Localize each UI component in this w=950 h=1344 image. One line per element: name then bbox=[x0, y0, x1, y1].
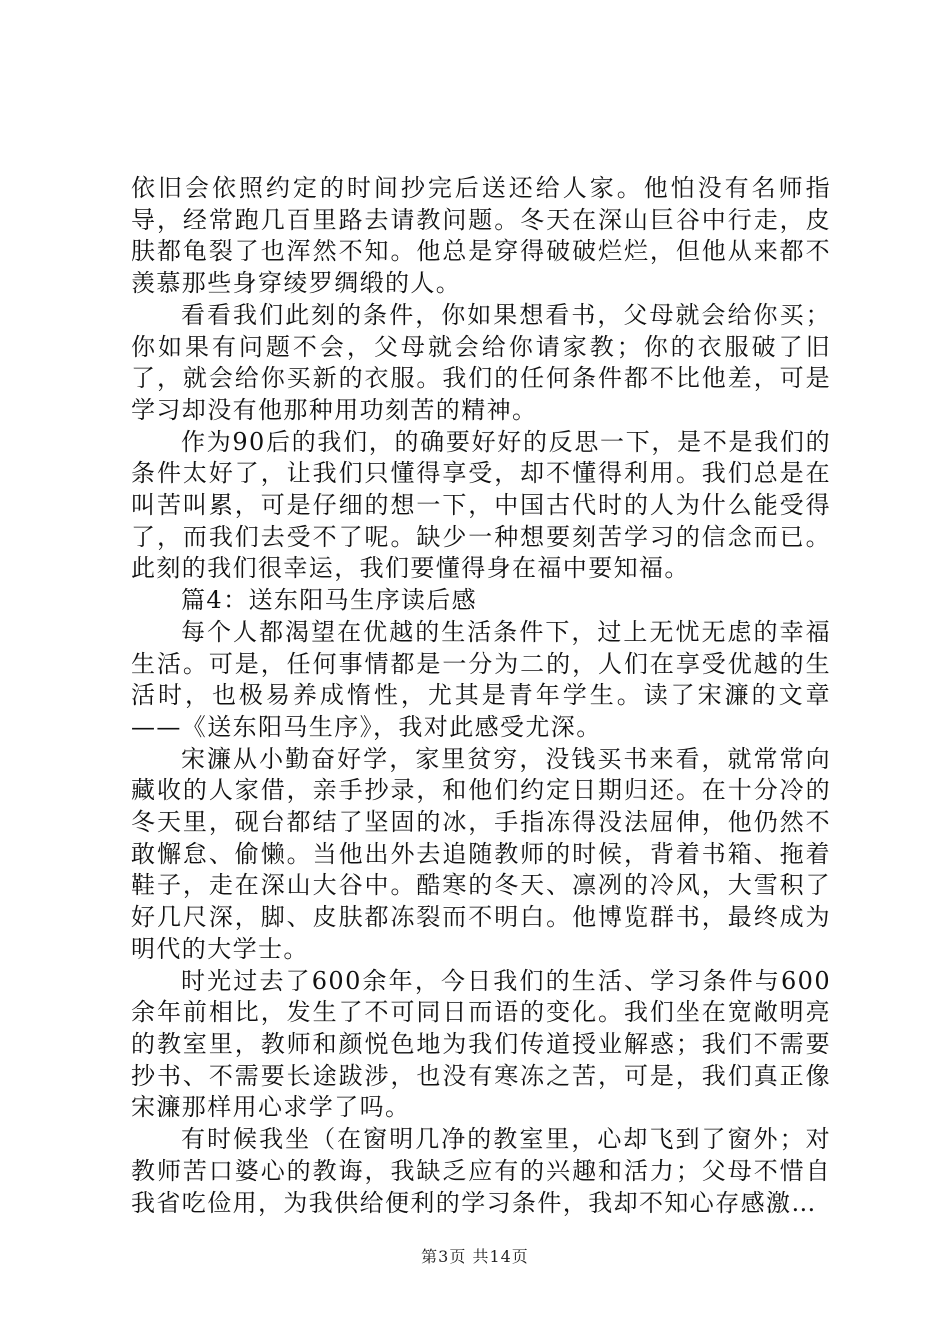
page-footer: 第3页 共14页 bbox=[421, 1247, 529, 1266]
paragraph-reflection: 作为90后的我们，的确要好好的反思一下，是不是我们的条件太好了，让我们只懂得享受，却不懂得利用。我们总是在叫苦叫累，可是仔细的想一下，中国古代时的人为什么能受得了，而我们去受不了呢。缺少一种想要刻苦学习的信念而已。此刻的我们很幸运，我们要懂得身在福中要知福。 bbox=[131, 427, 831, 583]
paragraph-continuation: 依旧会依照约定的时间抄完后送还给人家。他怕没有名师指导，经常跑几百里路去请教问题。冬天在深山巨谷中行走，皮肤都龟裂了也浑然不知。他总是穿得破破烂烂，但他从来都不羡慕那些身穿绫罗绸缎的人。 bbox=[131, 174, 831, 298]
page-body bbox=[131, 173, 831, 1219]
section-heading: 篇4：送东阳马生序读后感 bbox=[181, 586, 478, 615]
paragraph-sometimes: 有时候我坐（在窗明几净的教室里，心却飞到了窗外；对教师苦口婆心的教诲，我缺乏应有的兴趣和活力；父母不惜自我省吃俭用，为我供给便利的学习条件，我却不知心存感激… bbox=[131, 1125, 831, 1217]
paragraph-600-years: 时光过去了600余年，今日我们的生活、学习条件与600余年前相比，发生了不可同日而语的变化。我们坐在宽敞明亮的教室里，教师和颜悦色地为我们传道授业解惑；我们不需要抄书、不需要长途跋涉，也没有寒冻之苦，可是，我们真正像宋濂那样用心求学了吗。 bbox=[131, 966, 831, 1122]
paragraph-song-lian: 宋濂从小勤奋好学，家里贫穷，没钱买书来看，就常常向藏收的人家借，亲手抄录，和他们约定日期归还。在十分冷的冬天里，砚台都结了坚固的冰，手指冻得没法屈伸，他仍然不敢懈怠、偷懒。当他出外去追随教师的时候，背着书箱、拖着鞋子，走在深山大谷中。酷寒的冬天、凛冽的冷风，大雪积了好几尺深，脚、皮肤都冻裂而不明白。他博览群书，最终成为明代的大学士。 bbox=[131, 744, 831, 963]
paragraph-intro: 每个人都渴望在优越的生活条件下，过上无忧无虑的幸福生活。可是，任何事情都是一分为二的，人们在享受优越的生活时，也极易养成惰性，尤其是青年学生。读了宋濂的文章——《送东阳马生序》，我对此感受尤深。 bbox=[131, 617, 831, 741]
paragraph-current-conditions: 看看我们此刻的条件，你如果想看书，父母就会给你买；你如果有问题不会，父母就会给你请家教；你的衣服破了旧了，就会给你买新的衣服。我们的任何条件都不比他差，可是学习却没有他那种用功刻苦的精神。 bbox=[131, 300, 831, 424]
